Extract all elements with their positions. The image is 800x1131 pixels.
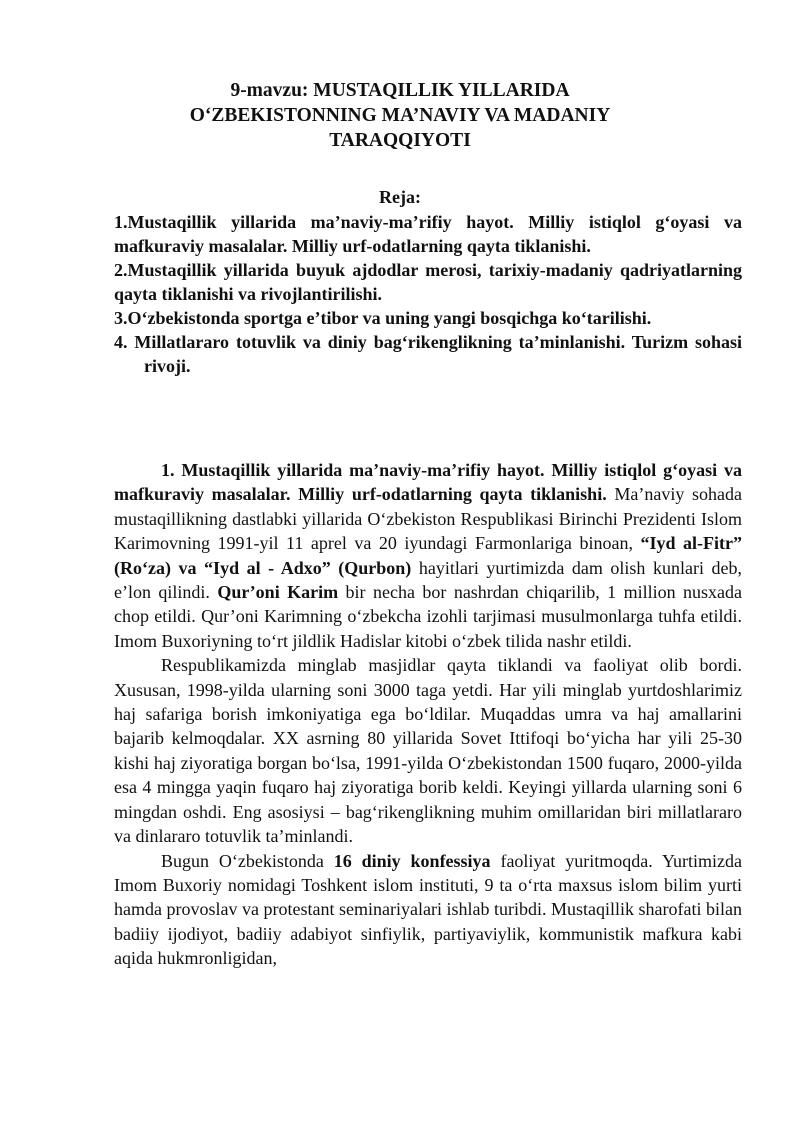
plan-item — [114, 258, 742, 306]
plan-item-number: 3. — [114, 308, 128, 328]
title-line-3: TARAQQIYOTI — [329, 130, 471, 151]
plan-item — [114, 306, 742, 330]
paragraph-text: bir necha bor nashrdan chiqarilib, 1 million nusxada chop etildi. Qur’oni Karimning o‘zbekcha izohli tarjimasi musulmonlarga tuhfa etildi. Imom Buxoriyning to‘rt jildlik Hadislar kitobi o‘zbek tilida nashr etildi. — [114, 582, 742, 651]
page-title — [150, 78, 650, 153]
paragraph-text: hayitlari yurtimizda dam olish kunlari deb, e’lon qilindi. — [114, 557, 742, 603]
plan-item-text: Mustaqillik yillarida buyuk ajdodlar merosi, tarixiy-madaniy qadriyatlarning qayta tiklanishi va rivojlantirilishi. — [114, 260, 742, 304]
title-line-1: 9-mavzu: MUSTAQILLIK YILLARIDA — [230, 80, 570, 101]
plan-item — [114, 330, 742, 378]
plan-item-text: O‘zbekistonda sportga e’tibor va uning yangi bosqichga ko‘tarilishi. — [127, 308, 652, 328]
paragraph-text: Ma’naviy sohada mustaqillikning dastlabki yillarida O‘zbekiston Respublikasi Birinchi Prezidenti Islom Karimovning 1991-yil 11 aprel va 20 iyundagi Farmonlariga binoan, — [114, 484, 742, 554]
plan-item-number: 2. — [114, 260, 128, 280]
plan-list — [114, 210, 742, 378]
plan-heading: Reja: — [379, 187, 421, 207]
section-heading: 1. Mustaqillik yillarida ma’naviy-ma’rifiy hayot. Milliy istiqlol g‘oyasi va mafkuraviy masalalar. Milliy urf-odatlarning qayta tiklanishi. — [114, 460, 742, 505]
title-line-2: O‘ZBEKISTONNING MA’NAVIY VA MADANIY — [189, 105, 611, 126]
paragraph — [114, 849, 742, 971]
plan-item-text: Mustaqillik yillarida ma’naviy-ma’rifiy hayot. Milliy istiqlol g‘oyasi va mafkuraviy masalalar. Milliy urf-odatlarning qayta tiklanishi. — [114, 212, 742, 256]
bold-text: Qur’oni Karim — [217, 582, 339, 603]
plan-item-number: 1. — [114, 212, 128, 232]
bold-text: “Iyd al-Fitr” (Ro‘za) va “Iyd al - Adxo” (Qurbon) — [114, 533, 742, 578]
plan-item — [114, 210, 742, 258]
paragraph: Respublikamizda minglab masjidlar qayta tiklandi va faoliyat olib bordi. Xususan, 1998-yilda ularning soni 3000 taga yetdi. Har yili minglab yurtdoshlarimiz haj safariga borish imkoniyatiga ega bo‘ldilar. Muqaddas umra va haj amallarini bajarib kelmoqdalar. XX asrning 80 yillarida Sovet Ittifoqi bo‘yicha har yili 25-30 kishi haj ziyoratiga borgan bo‘lsa, 1991-yilda O‘zbekistondan 1500 fuqaro, 2000-yilda esa 4 mingga yaqin fuqaro haj ziyoratiga borib keldi. Keyingi yillarda ularning soni 6 mingdan oshdi. Eng asosiysi – bag‘rikenglikning muhim omillaridan biri millatlararo va dinlararo totuvlik ta’minlandi. — [114, 655, 742, 847]
plan-item-text: Millatlararo totuvlik va diniy bag‘rikenglikning ta’minlanishi. Turizm sohasi rivoji. — [134, 332, 742, 376]
paragraph-text: faoliyat yuritmoqda. Yurtimizda Imom Buxoriy nomidagi Toshkent islom instituti, 9 ta o‘rta maxsus islom bilim yurti hamda provoslav va protestant seminariyalari ishlab turibdi. Mustaqillik sharofati bilan badiiy ijodiyot, badiiy adabiyot sinfiylik, partiyaviylik, kommunistik mafkura kabi aqida hukmronligidan, — [114, 850, 742, 969]
bold-text: 16 diniy konfessiya — [333, 850, 491, 871]
plan-item-number: 4. — [114, 332, 128, 352]
paragraph-text: Bugun O‘zbekistonda — [161, 850, 334, 871]
paragraph — [114, 458, 742, 653]
section-body — [114, 458, 742, 971]
